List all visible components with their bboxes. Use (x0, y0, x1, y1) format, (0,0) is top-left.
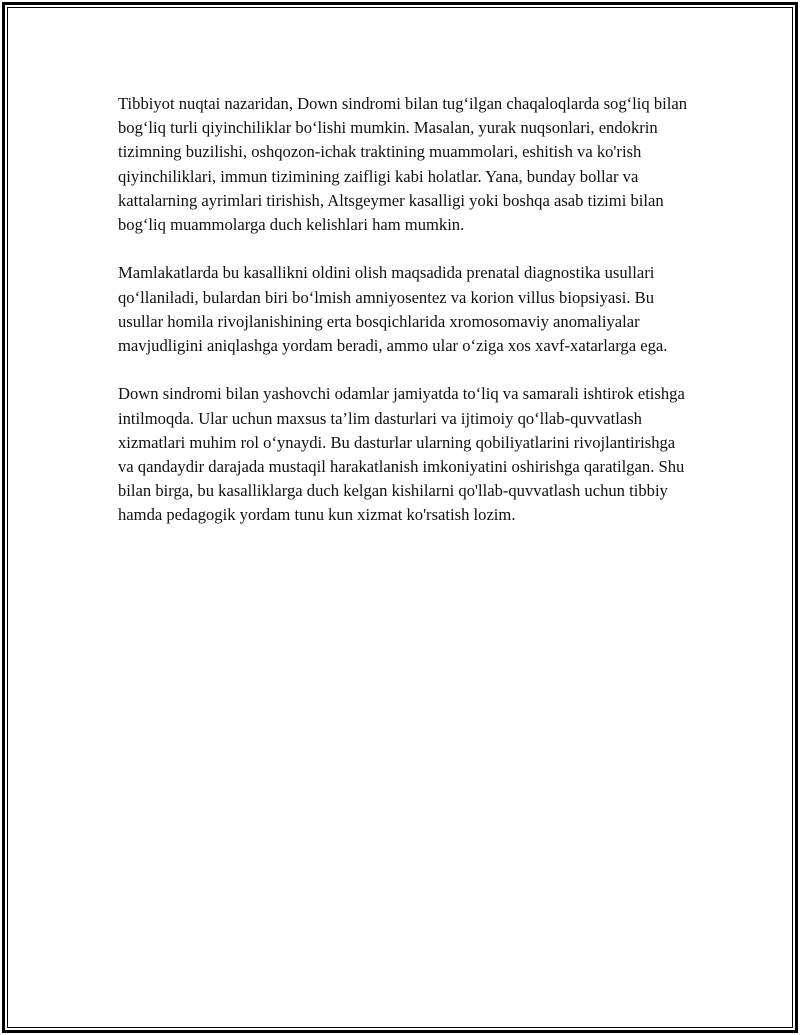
paragraph-prenatal-diagnostics: Mamlakatlarda bu kasallikni oldini olish maqsadida prenatal diagnostika usullari qo‘llaniladi, bulardan biri bo‘lmish amniyosentez va korion villus biopsiyasi. Bu usullar homila rivojlanishining erta bosqichlarida xromosomaviy anomaliyalar mavjudligini aniqlashga yordam beradi, ammo ular o‘ziga xos xavf-xatarlarga ega. (118, 263, 668, 356)
paragraph-social-support: Down sindromi bilan yashovchi odamlar jamiyatda to‘liq va samarali ishtirok etishga intilmoqda. Ular uchun maxsus ta’lim dasturlari va ijtimoiy qo‘llab-quvvatlash xizmatlari muhim rol o‘ynaydi. Bu dasturlar ularning qobiliyatlarini rivojlantirishga va qandaydir darajada mustaqil harakatlanish imkoniyatini oshirishga qaratilgan. Shu bilan birga, bu kasalliklarga duch kelgan kishilarni qo'llab-quvvatlash uchun tibbiy hamda pedagogik yordam tunu kun xizmat ko'rsatish lozim. (118, 384, 685, 525)
paragraph-medical-issues: Tibbiyot nuqtai nazaridan, Down sindromi bilan tug‘ilgan chaqaloqlarda sog‘liq bilan bog‘liq turli qiyinchiliklar bo‘lishi mumkin. Masalan, yurak nuqsonlari, endokrin tizimning buzilishi, oshqozon-ichak traktining muammolari, eshitish va ko'rish qiyinchiliklari, immun tizimining zaifligi kabi holatlar. Yana, bunday bollar va kattalarning ayrimlari tirishish, Altsgeymer kasalligi yoki boshqa asab tizimi bilan bog‘liq muammolarga duch kelishlari ham mumkin. (118, 94, 688, 235)
document-body (118, 92, 688, 552)
